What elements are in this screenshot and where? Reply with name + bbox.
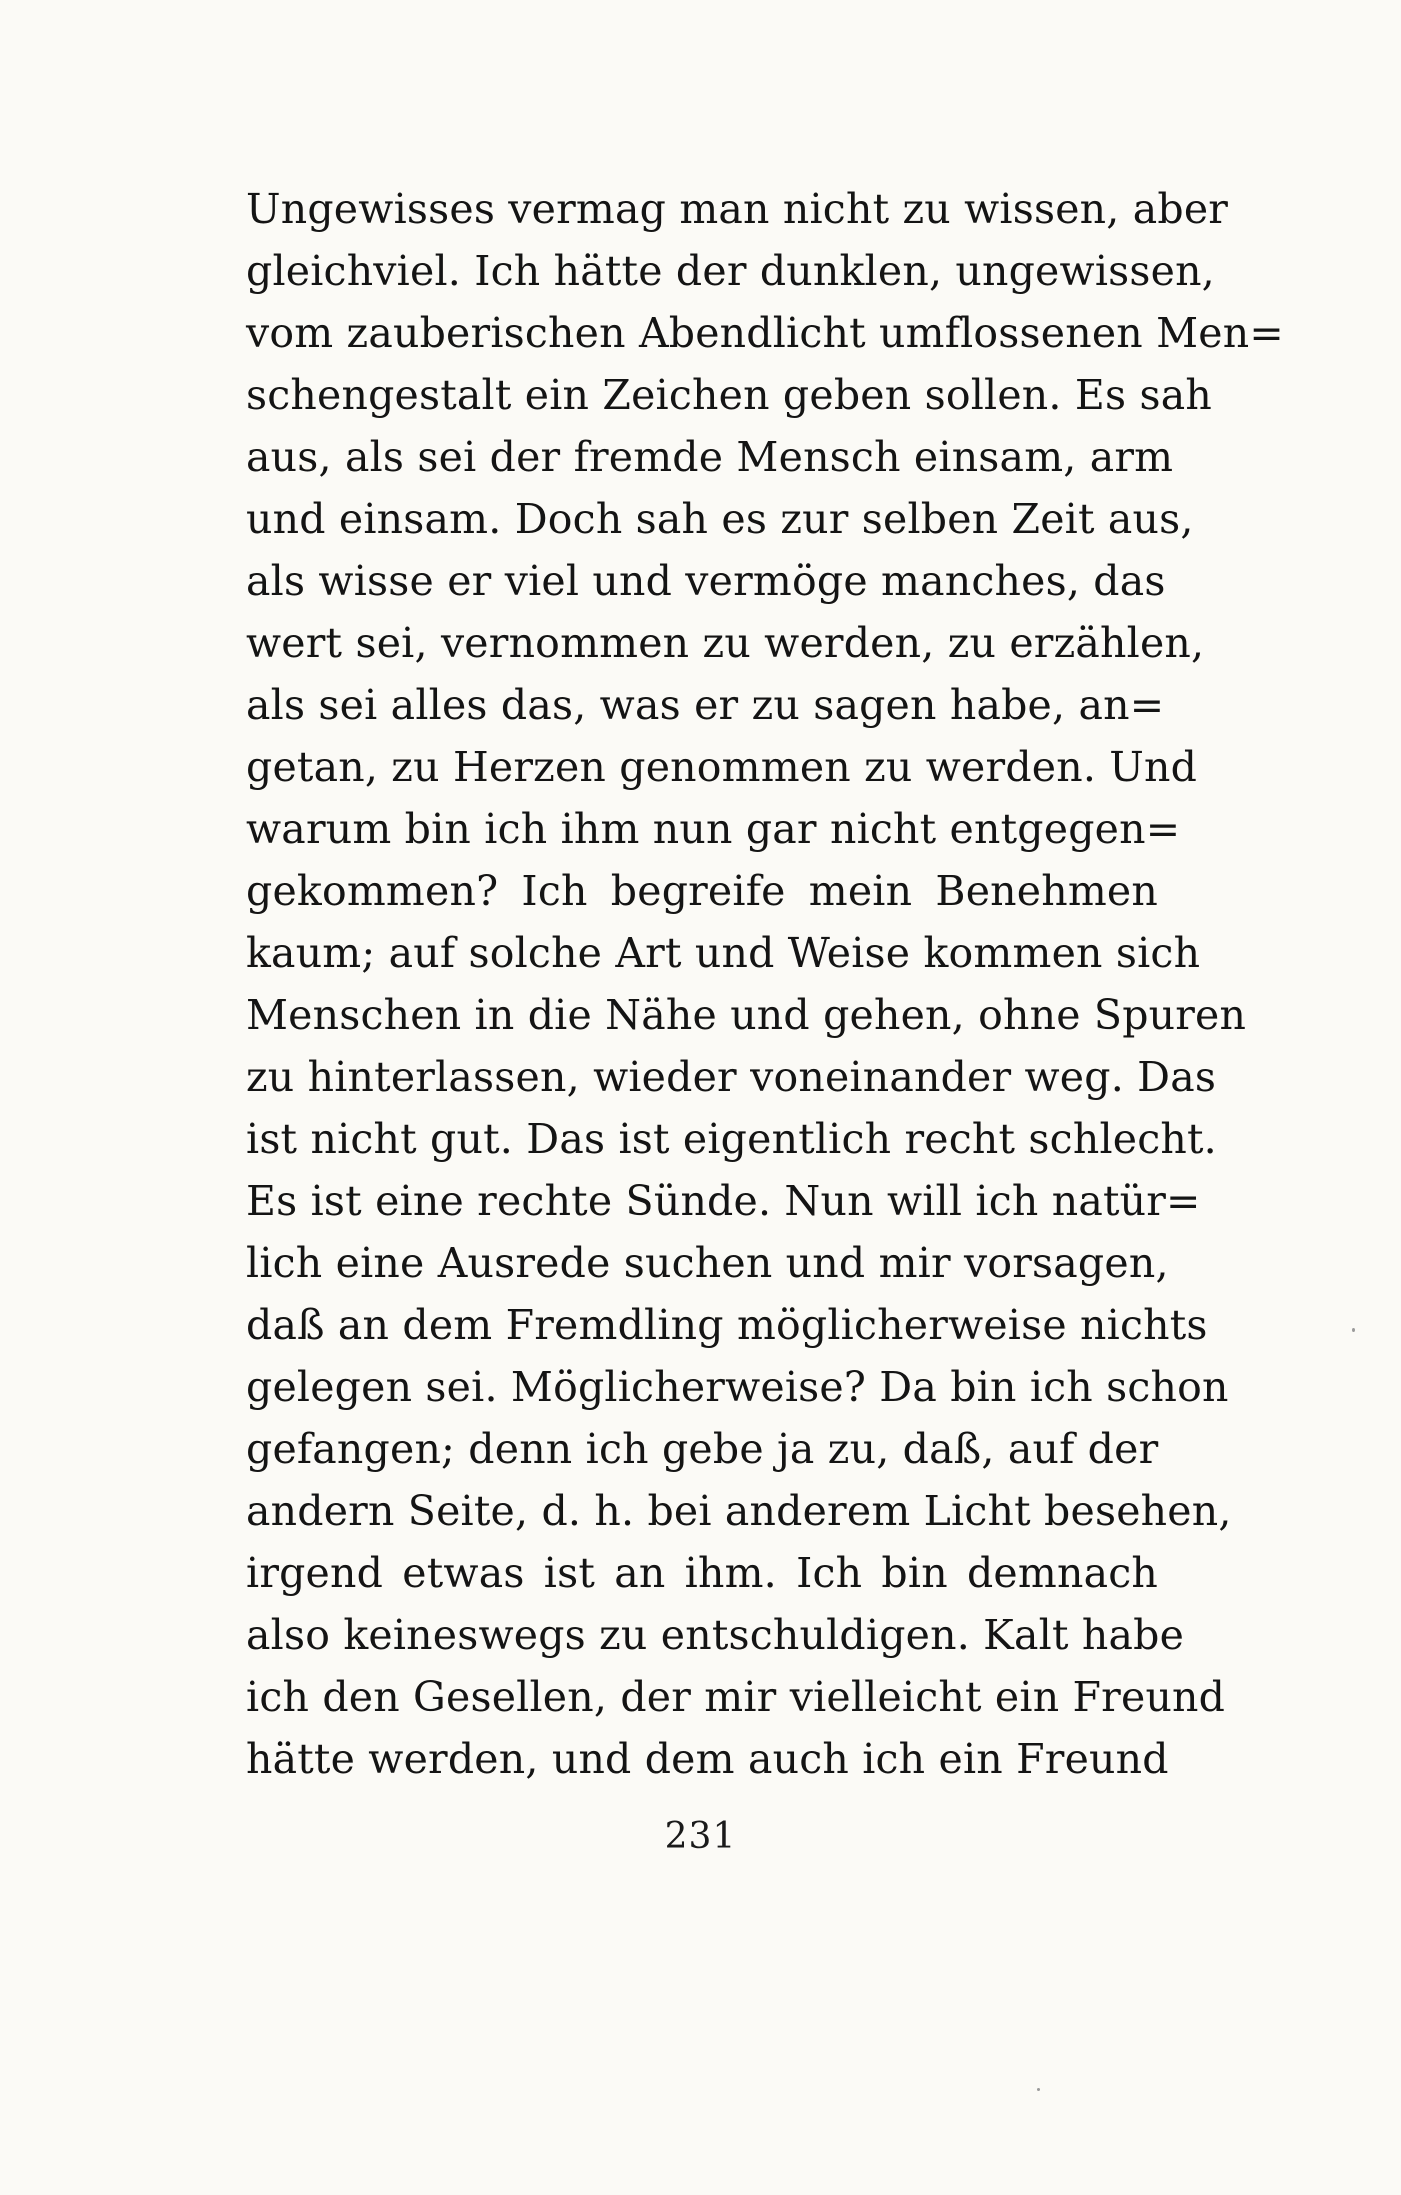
text-line: gleichviel. Ich hätte der dunklen, ungewissen, bbox=[246, 247, 1215, 295]
text-line: also keineswegs zu entschuldigen. Kalt habe bbox=[246, 1611, 1185, 1659]
text-line: ist nicht gut. Das ist eigentlich recht schlecht. bbox=[246, 1115, 1217, 1163]
text-line: schengestalt ein Zeichen geben sollen. Es sah bbox=[246, 371, 1212, 419]
text-line: aus, als sei der fremde Mensch einsam, arm bbox=[246, 433, 1174, 481]
paper-speck bbox=[1352, 1328, 1355, 1332]
text-line: Es ist eine rechte Sünde. Nun will ich natür= bbox=[246, 1177, 1201, 1225]
text-line: getan, zu Herzen genommen zu werden. Und bbox=[246, 743, 1198, 791]
body-text bbox=[246, 178, 1284, 1790]
text-line: kaum; auf solche Art und Weise kommen sich bbox=[246, 929, 1201, 977]
text-line: daß an dem Fremdling möglicherweise nichts bbox=[246, 1301, 1208, 1349]
text-line: wert sei, vernommen zu werden, zu erzählen, bbox=[246, 619, 1205, 667]
text-line: lich eine Ausrede suchen und mir vorsagen, bbox=[246, 1239, 1169, 1287]
text-line: zu hinterlassen, wieder voneinander weg. Das bbox=[246, 1053, 1217, 1101]
text-line: und einsam. Doch sah es zur selben Zeit aus, bbox=[246, 495, 1194, 543]
paper-speck bbox=[1037, 2088, 1040, 2091]
text-line: ich den Gesellen, der mir vielleicht ein Freund bbox=[246, 1673, 1226, 1721]
text-line: gekommen? Ich begreife mein Benehmen bbox=[246, 867, 1158, 915]
text-line: andern Seite, d. h. bei anderem Licht besehen, bbox=[246, 1487, 1232, 1535]
text-line: irgend etwas ist an ihm. Ich bin demnach bbox=[246, 1549, 1158, 1597]
text-line: vom zauberischen Abendlicht umflossenen Men= bbox=[246, 309, 1284, 357]
page-number: 231 bbox=[664, 1816, 737, 1857]
text-line: warum bin ich ihm nun gar nicht entgegen= bbox=[246, 805, 1181, 853]
text-line: hätte werden, und dem auch ich ein Freund bbox=[246, 1735, 1169, 1783]
text-line: als sei alles das, was er zu sagen habe, an= bbox=[246, 681, 1165, 729]
text-line: gelegen sei. Möglicherweise? Da bin ich schon bbox=[246, 1363, 1229, 1411]
text-line: Ungewisses vermag man nicht zu wissen, aber bbox=[246, 185, 1229, 233]
text-line: gefangen; denn ich gebe ja zu, daß, auf der bbox=[246, 1425, 1159, 1473]
text-line: Menschen in die Nähe und gehen, ohne Spuren bbox=[246, 991, 1247, 1039]
text-line: als wisse er viel und vermöge manches, das bbox=[246, 557, 1166, 605]
